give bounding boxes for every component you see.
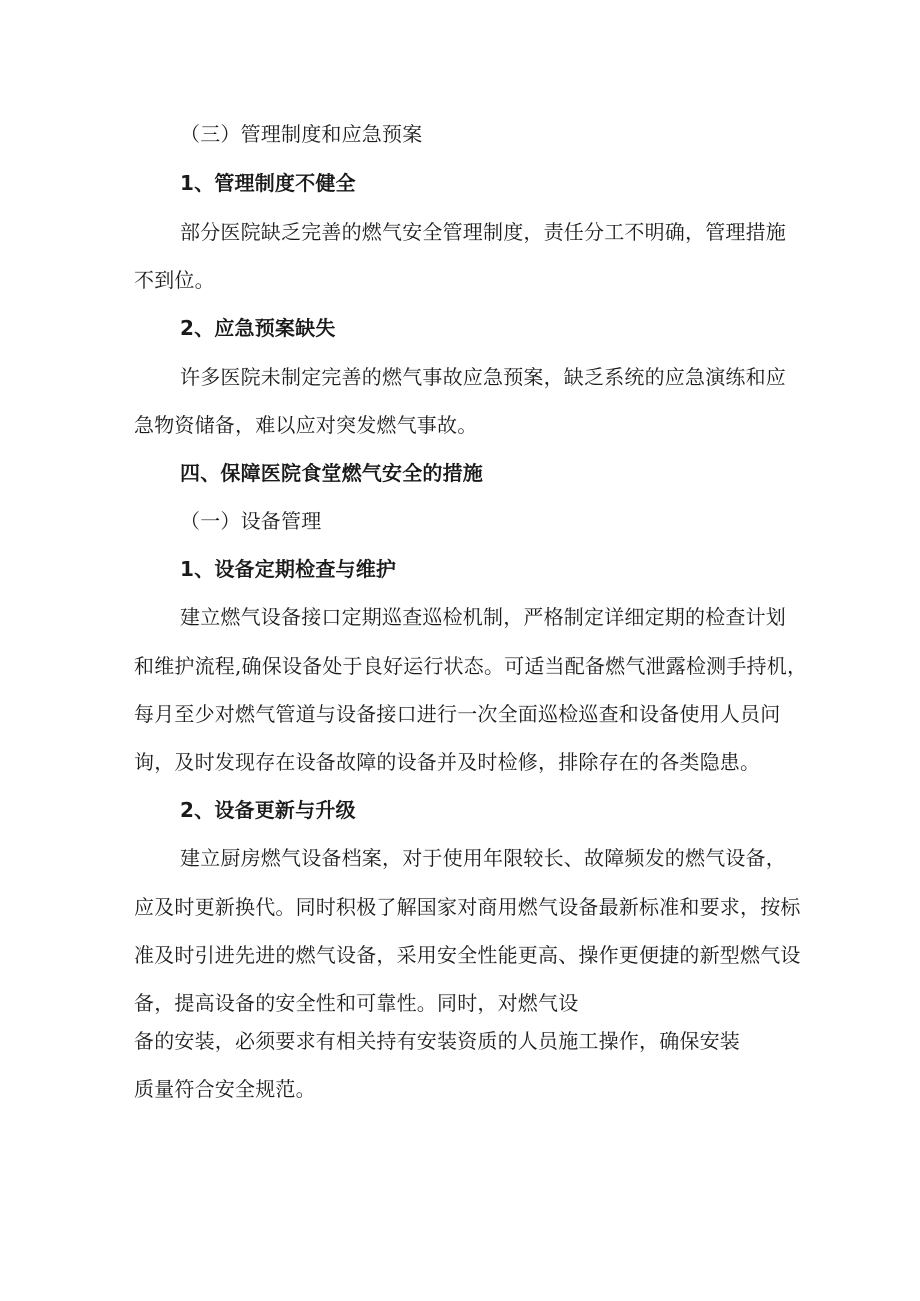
paragraph-line: 应及时更新换代。同时积极了解国家对商用燃气设备最新标准和要求，按标: [134, 895, 801, 919]
paragraph-line: 不到位。: [134, 268, 215, 292]
item-heading-missing-plan: 2、应急预案缺失: [180, 316, 336, 340]
subsection-heading-management-system: （三）管理制度和应急预案: [180, 122, 423, 146]
paragraph-line: 准及时引进先进的燃气设备，采用安全性能更高、操作更便捷的新型燃气设: [134, 943, 801, 967]
paragraph-line: 询，及时发现存在设备故障的设备并及时检修，排除存在的各类隐患。: [134, 750, 761, 774]
item-heading-incomplete-system: 1、管理制度不健全: [180, 171, 356, 195]
paragraph-line: 急物资储备，难以应对突发燃气事故。: [134, 413, 478, 437]
paragraph-line: 建立厨房燃气设备档案，对于使用年限较长、故障频发的燃气设备，: [180, 846, 786, 870]
paragraph-line: 备的安装，必须要求有相关持有安装资质的人员施工操作，确保安装: [134, 1029, 740, 1053]
item-heading-update-upgrade: 2、设备更新与升级: [180, 798, 356, 822]
paragraph-line: 和维护流程,确保设备处于良好运行状态。可适当配备燃气泄露检测手持机，: [134, 654, 808, 678]
section-heading-safety-measures: 四、保障医院食堂燃气安全的措施: [180, 461, 483, 485]
paragraph-line: 许多医院未制定完善的燃气事故应急预案，缺乏系统的应急演练和应: [180, 365, 786, 389]
subsection-heading-equipment-management: （一）设备管理: [180, 509, 322, 533]
paragraph-line: 建立燃气设备接口定期巡查巡检机制，严格制定详细定期的检查计划: [180, 605, 786, 629]
paragraph-line: 部分医院缺乏完善的燃气安全管理制度，责任分工不明确，管理措施: [180, 220, 786, 244]
paragraph-line: 每月至少对燃气管道与设备接口进行一次全面巡检巡查和设备使用人员问: [134, 702, 781, 726]
item-heading-inspection-maintenance: 1、设备定期检查与维护: [180, 557, 397, 581]
paragraph-line: 备，提高设备的安全性和可靠性。同时，对燃气设: [134, 991, 579, 1015]
paragraph-line: 质量符合安全规范。: [134, 1077, 316, 1101]
